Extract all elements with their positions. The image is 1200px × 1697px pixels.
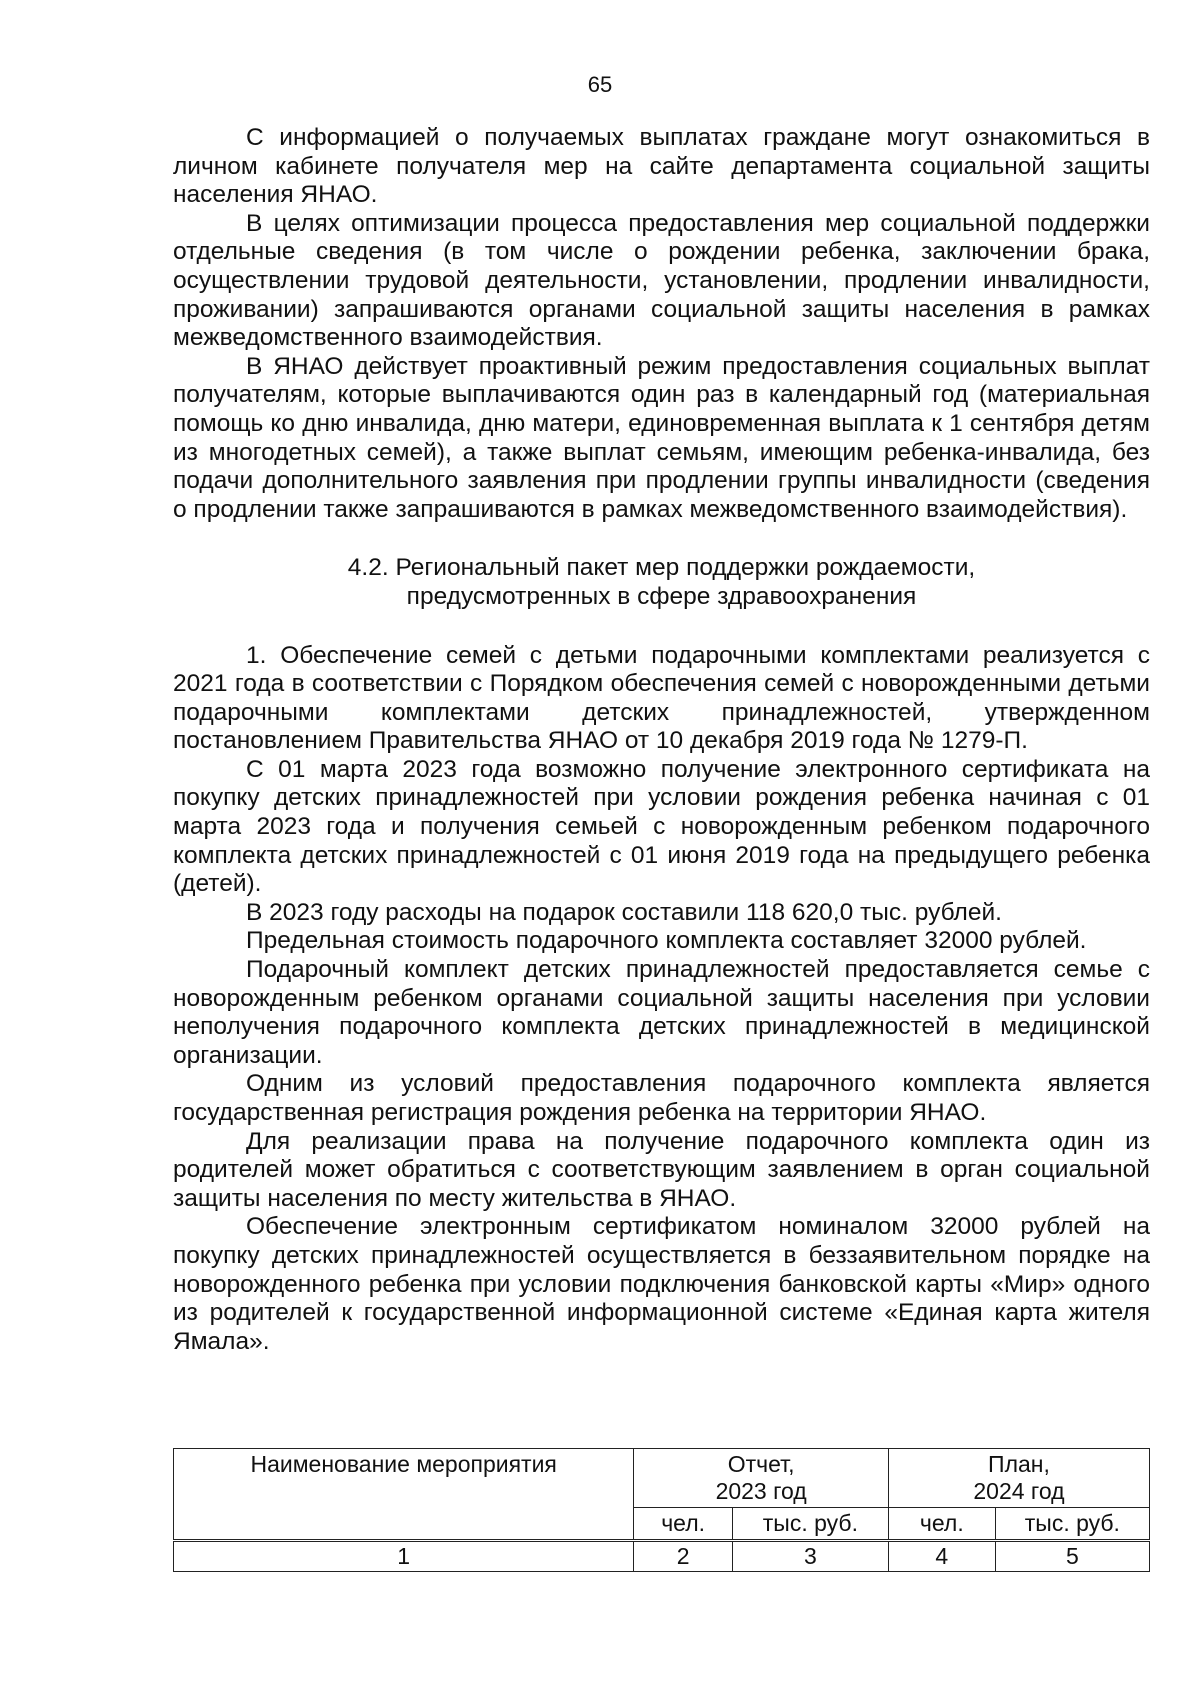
subheader-rub-plan: тыс. руб. — [995, 1508, 1149, 1541]
header-plan-cell — [888, 1449, 1149, 1508]
paragraph: С 01 марта 2023 года возможно получение электронного сертификата на покупку детских принадлежностей при условии рождения ребенка начиная с 01 марта 2023 года и получения семьей с новорожденным ребенком подарочного комплекта детских принадлежностей с 01 июня 2019 года на предыдущего ребенка (детей). — [173, 755, 1150, 898]
column-number: 4 — [888, 1541, 995, 1572]
header-report-year: 2023 год — [715, 1478, 807, 1504]
report-table — [173, 1448, 1150, 1572]
paragraph: 1. Обеспечение семей с детьми подарочными комплектами реализуется с 2021 года в соответствии с Порядком обеспечения семей с новорожденными детьми подарочными комплектами детских принадлежностей, утвержденном постановлением Правительства ЯНАО от 10 декабря 2019 года № 1279-П. — [173, 641, 1150, 755]
paragraph: В целях оптимизации процесса предоставления мер социальной поддержки отдельные сведения (в том числе о рождении ребенка, заключении брака, осуществлении трудовой деятельности, установлении, продлении инвалидности, проживании) запрашиваются органами социальной защиты населения в рамках межведомственного взаимодействия. — [173, 209, 1150, 352]
paragraph: В 2023 году расходы на подарок составили 118 620,0 тыс. рублей. — [246, 898, 1002, 926]
paragraph: Для реализации права на получение подарочного комплекта один из родителей может обратиться с соответствующим заявлением в орган социальной защиты населения по месту жительства в ЯНАО. — [173, 1127, 1150, 1212]
subheader-persons-plan: чел. — [888, 1508, 995, 1541]
page-number: 65 — [587, 72, 613, 97]
section-heading-line: предусмотренных в сфере здравоохранения — [406, 582, 917, 610]
header-plan-year: 2024 год — [973, 1478, 1065, 1504]
column-number: 2 — [634, 1541, 732, 1572]
paragraph: Обеспечение электронным сертификатом номиналом 32000 рублей на покупку детских принадлежностей осуществляется в беззаявительном порядке на новорожденного ребенка при условии подключения банковской карты «Мир» одного из родителей к государственной информационной системе «Единая карта жителя Ямала». — [173, 1213, 1150, 1355]
paragraph: Одним из условий предоставления подарочного комплекта является государственная регистрация рождения ребенка на территории ЯНАО. — [173, 1070, 1150, 1126]
paragraph: Подарочный комплект детских принадлежностей предоставляется семье с новорожденным ребенком органами социальной защиты населения при условии неполучения подарочного комплекта детских принадлежностей в медицинской организации. — [173, 956, 1150, 1069]
subheader-persons-report: чел. — [634, 1508, 732, 1541]
subheader-rub-report: тыс. руб. — [732, 1508, 888, 1541]
header-report-label: Отчет, — [727, 1451, 795, 1477]
document-body — [173, 124, 1150, 1356]
column-number: 5 — [995, 1541, 1149, 1572]
table-number-row — [174, 1541, 1150, 1572]
section-heading — [173, 554, 1150, 611]
column-number: 1 — [174, 1541, 634, 1572]
header-report-cell — [634, 1449, 889, 1508]
header-plan-label: План, — [988, 1451, 1050, 1477]
paragraph: С информацией о получаемых выплатах граждане могут ознакомиться в личном кабинете получателя мер на сайте департамента социальной защиты населения ЯНАО. — [173, 124, 1150, 209]
section-heading-line: 4.2. Региональный пакет мер поддержки рождаемости, — [347, 554, 976, 582]
paragraph: Предельная стоимость подарочного комплекта составляет 32000 рублей. — [246, 927, 1087, 955]
column-number: 3 — [732, 1541, 888, 1572]
paragraph: В ЯНАО действует проактивный режим предоставления социальных выплат получателям, которые выплачиваются один раз в календарный год (материальная помощь ко дню инвалида, дню матери, единовременная выплата к 1 сентября детям из многодетных семей), а также выплат семьям, имеющим ребенка-инвалида, без подачи дополнительного заявления при продлении группы инвалидности (сведения о продлении также запрашиваются в рамках межведомственного взаимодействия). — [173, 352, 1150, 523]
table-header-row — [174, 1449, 1150, 1508]
header-name-cell: Наименование мероприятия — [174, 1449, 634, 1541]
